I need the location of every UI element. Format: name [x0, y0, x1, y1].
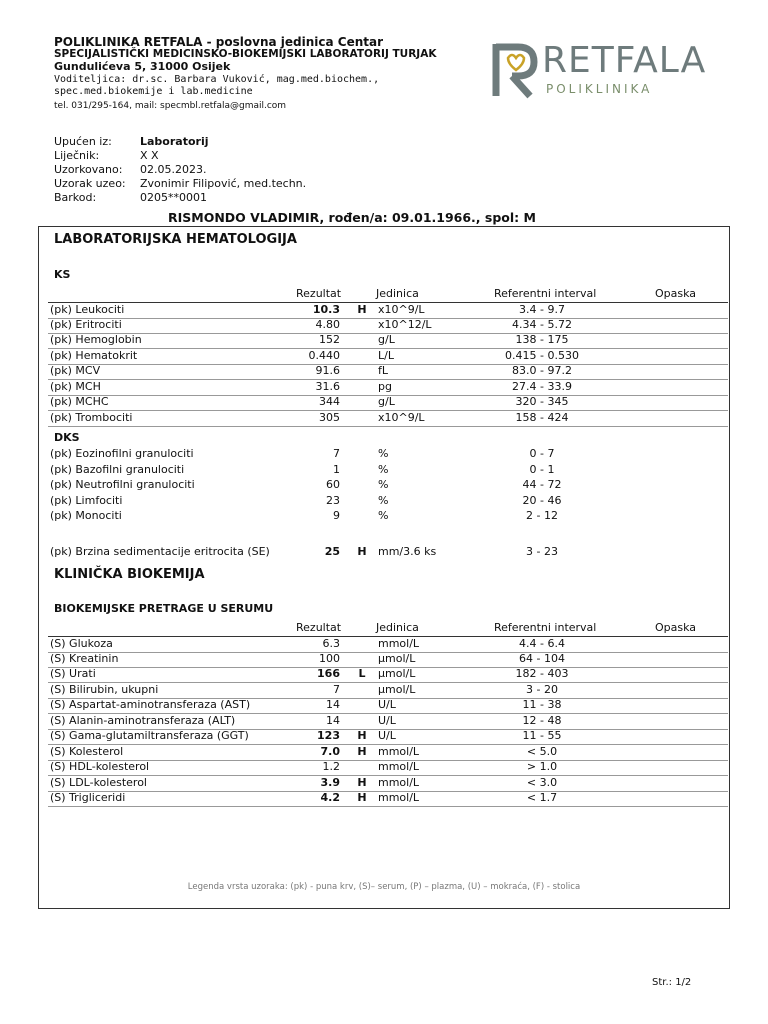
test-flag: H [357, 545, 367, 558]
lab-name: SPECIJALISTIČKI MEDICINSKO-BIOKEMIJSKI LABORATORIJ TURJAK [54, 48, 437, 60]
test-result: 305 [319, 410, 340, 424]
hematology-title: LABORATORIJSKA HEMATOLOGIJA [54, 232, 297, 247]
test-unit: mmol/L [378, 744, 420, 758]
test-name: (S) Kreatinin [50, 651, 119, 665]
test-result: 7 [333, 682, 340, 696]
clinic-address: Gundulićeva 5, 31000 Osijek [54, 60, 231, 73]
table-row [48, 447, 728, 462]
test-unit: U/L [378, 698, 396, 711]
test-result: 3.9 [320, 775, 340, 789]
test-reference: 12 - 48 [522, 713, 562, 727]
table-row [48, 776, 728, 792]
logo-mark-icon [490, 40, 540, 100]
test-reference: < 5.0 [526, 744, 558, 758]
test-reference: < 3.0 [526, 775, 558, 789]
biochem-subtitle: BIOKEMIJSKE PRETRAGE U SERUMU [54, 602, 274, 615]
table-row [48, 745, 728, 761]
table-row [48, 698, 728, 714]
table-row [48, 683, 728, 699]
test-reference: 44 - 72 [522, 478, 562, 491]
test-flag: H [357, 729, 367, 742]
test-result: 6.3 [322, 637, 340, 650]
dks-title: DKS [54, 431, 80, 444]
meta-label-referred: Upućen iz: [54, 135, 112, 148]
col-unit: Jedinica [376, 287, 419, 300]
test-reference: 138 - 175 [515, 333, 569, 346]
test-unit: fL [378, 364, 389, 377]
table-row [48, 729, 728, 745]
test-unit: % [378, 493, 389, 507]
meta-label-collector: Uzorak uzeo: [54, 177, 126, 190]
test-reference: 64 - 104 [519, 651, 565, 665]
test-result: 7.0 [320, 744, 340, 758]
test-unit: µmol/L [378, 682, 416, 696]
patient-info: RISMONDO VLADIMIR, rođen/a: 09.01.1966., spol: M [168, 210, 536, 225]
meta-value-sampled: 02.05.2023. [140, 163, 207, 176]
test-name: (S) Kolesterol [50, 744, 124, 758]
test-unit: g/L [378, 395, 395, 408]
test-reference: 3.4 - 9.7 [519, 303, 565, 316]
test-result: 7 [333, 447, 340, 460]
test-flag: H [357, 303, 367, 316]
test-result: 14 [326, 698, 340, 711]
table-row [48, 791, 728, 807]
test-reference: 182 - 403 [515, 667, 569, 680]
col-ref-2: Referentni interval [494, 621, 597, 634]
test-name: (pk) Eritrociti [50, 317, 122, 331]
test-unit: U/L [378, 713, 396, 727]
clinic-name: POLIKLINIKA RETFALA - poslovna jedinica Centar [54, 35, 384, 49]
test-reference: 4.4 - 6.4 [519, 637, 565, 650]
test-result: 4.80 [315, 317, 340, 331]
meta-value-doctor: X X [140, 149, 159, 162]
test-name: (pk) Neutrofilni granulociti [50, 478, 195, 491]
lab-head-title: spec.med.biokemije i lab.medicine [54, 86, 253, 97]
test-unit: x10^12/L [378, 317, 432, 331]
table-row [48, 411, 728, 427]
table-row [48, 349, 728, 365]
test-flag: H [357, 775, 367, 789]
test-result: 123 [317, 729, 340, 742]
test-unit: mmol/L [378, 791, 420, 804]
test-result: 0.440 [308, 348, 340, 362]
col-note-2: Opaska [655, 621, 697, 634]
test-reference: 0 - 1 [529, 462, 555, 476]
table-row [48, 333, 728, 349]
biochem-title: KLINIČKA BIOKEMIJA [54, 567, 205, 582]
test-name: (S) HDL-kolesterol [50, 760, 150, 773]
meta-label-barcode: Barkod: [54, 191, 97, 204]
meta-value-referred: Laboratorij [140, 135, 209, 148]
test-name: (pk) Hemoglobin [50, 333, 142, 346]
test-name: (S) Alanin-aminotransferaza (ALT) [50, 713, 236, 727]
test-unit: µmol/L [378, 667, 416, 680]
table-row [48, 509, 728, 524]
table-row [48, 667, 728, 683]
table-row [48, 364, 728, 380]
table-row [48, 302, 728, 319]
test-result: 152 [319, 333, 340, 346]
test-result: 14 [326, 713, 340, 727]
test-name: (S) Glukoza [50, 637, 113, 650]
test-reference: 320 - 345 [515, 395, 569, 408]
test-name: (pk) Trombociti [50, 410, 133, 424]
test-reference: < 1.7 [526, 791, 558, 804]
test-reference: 20 - 46 [522, 493, 562, 507]
test-flag: H [357, 791, 367, 804]
test-name: (pk) Bazofilni granulociti [50, 462, 185, 476]
test-unit: g/L [378, 333, 395, 346]
test-result: 91.6 [315, 364, 340, 377]
test-unit: mmol/L [378, 637, 420, 650]
col-result-2: Rezultat [296, 621, 342, 634]
test-name: (S) Trigliceridi [50, 791, 126, 804]
logo-name: RETFALA [542, 40, 707, 81]
test-result: 10.3 [312, 303, 340, 316]
table-row [48, 494, 728, 509]
test-unit: U/L [378, 729, 396, 742]
test-result: 4.2 [320, 791, 340, 804]
meta-label-sampled: Uzorkovano: [54, 163, 123, 176]
logo-subtitle: POLIKLINIKA [546, 82, 653, 96]
test-unit: L/L [378, 348, 394, 362]
meta-value-collector: Zvonimir Filipović, med.techn. [140, 177, 307, 190]
test-name: (S) Urati [50, 667, 96, 680]
test-reference: > 1.0 [526, 760, 558, 773]
test-flag: H [357, 744, 367, 758]
test-unit: % [378, 462, 389, 476]
test-reference: 4.34 - 5.72 [512, 317, 572, 331]
test-result: 25 [324, 545, 340, 558]
test-unit: x10^9/L [378, 303, 425, 316]
lab-head: Voditeljica: dr.sc. Barbara Vuković, mag.med.biochem., [54, 74, 380, 85]
col-result: Rezultat [296, 287, 342, 300]
table-row [48, 636, 728, 653]
table-row [48, 380, 728, 396]
test-name: (pk) MCHC [50, 395, 109, 408]
col-ref: Referentni interval [494, 287, 597, 300]
meta-label-doctor: Liječnik: [54, 149, 100, 162]
table-row [48, 652, 728, 668]
test-name: (pk) Eozinofilni granulociti [50, 447, 194, 460]
test-unit: % [378, 447, 389, 460]
table-row [48, 545, 728, 560]
test-reference: 3 - 23 [526, 545, 558, 558]
test-name: (pk) Limfociti [50, 493, 123, 507]
test-name: (pk) MCV [50, 364, 101, 377]
test-reference: 3 - 20 [526, 682, 558, 696]
test-result: 1 [333, 462, 340, 476]
test-result: 166 [317, 667, 340, 680]
test-name: (pk) Monociti [50, 509, 122, 522]
test-unit: % [378, 509, 389, 522]
test-name: (S) Bilirubin, ukupni [50, 682, 159, 696]
table-row [48, 463, 728, 478]
test-unit: % [378, 478, 389, 491]
test-unit: pg [378, 379, 392, 393]
test-reference: 83.0 - 97.2 [512, 364, 572, 377]
test-name: (S) LDL-kolesterol [50, 775, 147, 789]
test-reference: 2 - 12 [526, 509, 558, 522]
table-row [48, 714, 728, 730]
meta-value-barcode: 0205**0001 [140, 191, 207, 204]
table-row [48, 760, 728, 776]
test-unit: mmol/L [378, 775, 420, 789]
test-reference: 0.415 - 0.530 [505, 348, 579, 362]
col-unit-2: Jedinica [376, 621, 419, 634]
ks-title: KS [54, 268, 71, 281]
test-unit: x10^9/L [378, 410, 425, 424]
test-name: (S) Aspartat-aminotransferaza (AST) [50, 698, 251, 711]
test-name: (pk) Hematokrit [50, 348, 138, 362]
table-row [48, 318, 728, 334]
test-name: (pk) Brzina sedimentacije eritrocita (SE) [50, 545, 270, 558]
test-name: (pk) Leukociti [50, 303, 125, 316]
table-row [48, 395, 728, 411]
test-result: 60 [326, 478, 340, 491]
test-unit: µmol/L [378, 651, 416, 665]
test-result: 1.2 [322, 760, 340, 773]
test-name: (pk) MCH [50, 379, 101, 393]
test-reference: 11 - 38 [522, 698, 562, 711]
page-number: Str.: 1/2 [652, 977, 692, 988]
test-reference: 0 - 7 [529, 447, 555, 460]
test-flag: L [358, 667, 366, 680]
test-unit: mm/3.6 ks [378, 545, 437, 558]
test-unit: mmol/L [378, 760, 420, 773]
test-reference: 11 - 55 [522, 729, 562, 742]
sample-legend: Legenda vrsta uzoraka: (pk) - puna krv, (S)– serum, (P) – plazma, (U) – mokraća, (F) - stolica [187, 882, 581, 892]
col-note: Opaska [655, 287, 697, 300]
test-result: 31.6 [315, 379, 340, 393]
table-row [48, 478, 728, 493]
test-result: 9 [333, 509, 340, 522]
test-result: 344 [319, 395, 340, 408]
test-reference: 158 - 424 [515, 410, 569, 424]
test-reference: 27.4 - 33.9 [512, 379, 572, 393]
test-result: 100 [319, 651, 340, 665]
test-name: (S) Gama-glutamiltransferaza (GGT) [50, 729, 249, 742]
clinic-contact: tel. 031/295-164, mail: specmbl.retfala@gmail.com [54, 101, 287, 111]
test-result: 23 [326, 493, 340, 507]
